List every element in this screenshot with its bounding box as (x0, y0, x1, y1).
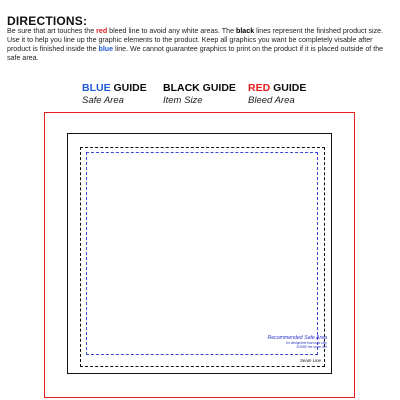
legend-red-word: RED (248, 82, 271, 94)
legend-guide-word: GUIDE (199, 82, 236, 94)
safe-area-note-line: for design/text that must stay (286, 341, 327, 345)
legend-guide-word: GUIDE (270, 82, 307, 94)
directions-text-part: lines represent the finished product size. Use it to help you line up the graphic elements to the product. Keep all graphics you want be completely visable after product is finished inside the (7, 27, 384, 53)
safe-area-note-title: Recommended Safe Area (267, 335, 327, 341)
legend-black-word: BLACK (163, 82, 200, 94)
directions-text-part: bleed line to avoid any white areas. The (107, 27, 236, 35)
safe-area-note (268, 335, 328, 349)
legend-black-guide (163, 82, 236, 106)
legend-red-subtitle: Bleed Area (248, 95, 295, 106)
directions-word-blue: blue (98, 45, 114, 53)
legend-red-title (248, 82, 306, 94)
directions-text-part: line. We cannot guarantee graphics to print on the product if it is placed outside of the safe area. (7, 45, 384, 62)
directions-heading: DIRECTIONS: (7, 14, 88, 28)
directions-paragraph (7, 27, 395, 63)
legend-blue-word: BLUE (82, 82, 111, 94)
directions-word-red: red (96, 27, 108, 35)
safe-area-note-line: INSIDE the seam line (296, 345, 327, 349)
legend-black-title (163, 82, 236, 94)
legend-blue-subtitle: Safe Area (82, 95, 124, 106)
legend-black-subtitle: Item Size (163, 95, 203, 106)
seam-line-label: Seam Line (300, 358, 321, 363)
legend-blue-guide (82, 82, 147, 106)
directions-word-black: black (236, 27, 255, 35)
legend-blue-title (82, 82, 147, 94)
directions-text-part: Be sure that art touches the (7, 27, 97, 35)
legend-red-guide (248, 82, 306, 106)
legend-guide-word: GUIDE (110, 82, 147, 94)
safe-area-outline (86, 152, 318, 355)
